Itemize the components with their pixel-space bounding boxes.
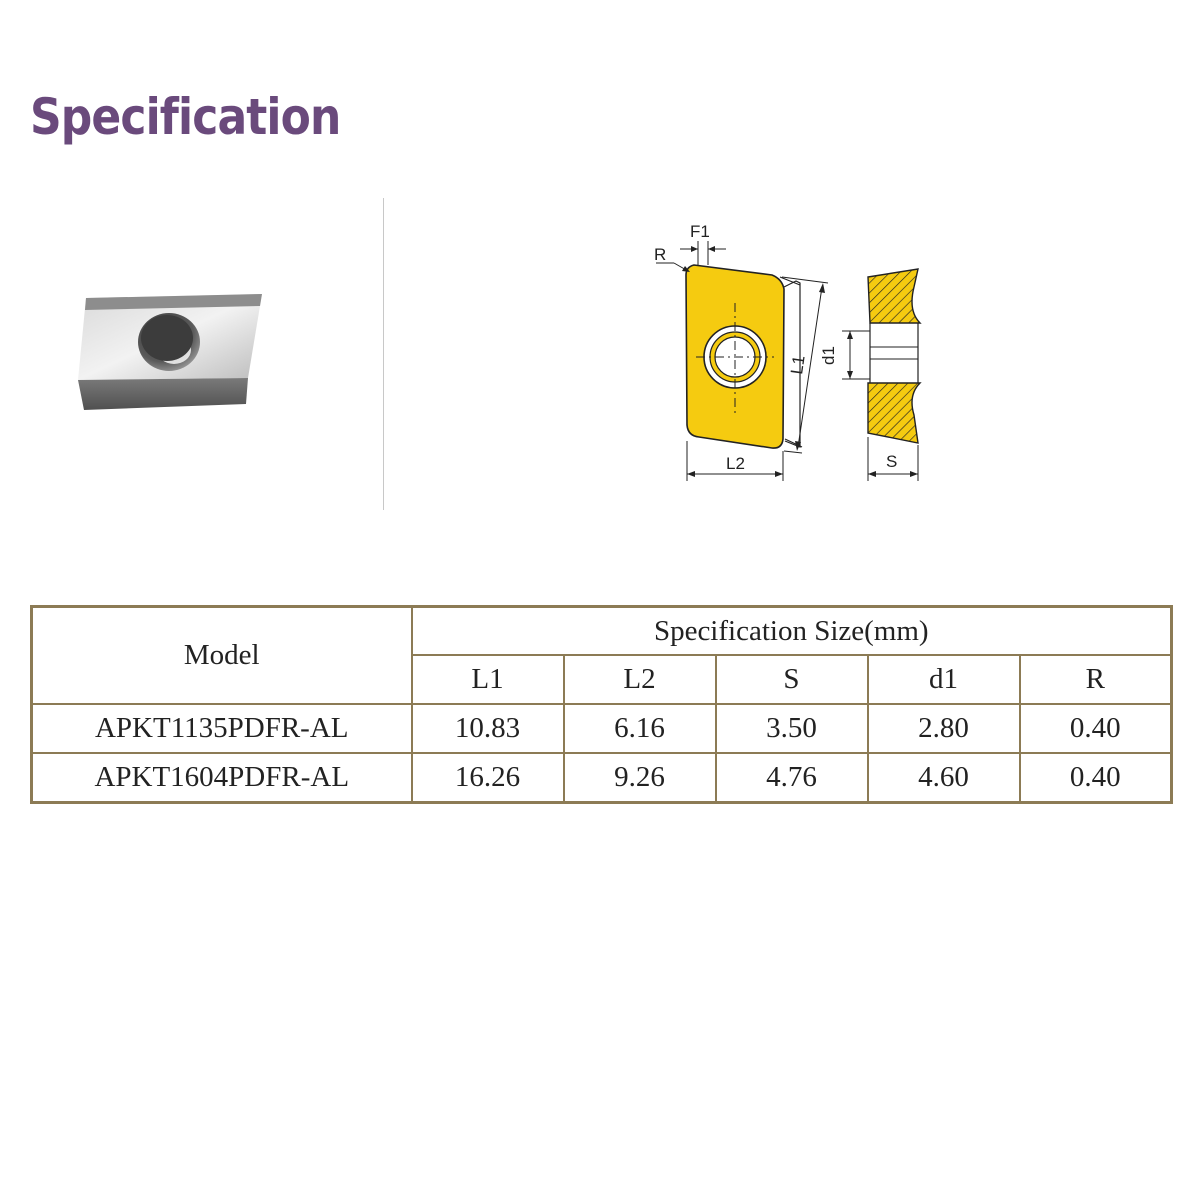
table-row <box>32 753 1172 803</box>
specification-table <box>30 605 1173 804</box>
l2-label: L2 <box>726 454 745 473</box>
value-cell: 0.40 <box>1020 753 1172 803</box>
specification-size-header: Specification Size(mm) <box>412 607 1172 656</box>
value-cell: 9.26 <box>564 753 716 803</box>
model-header: Model <box>32 607 412 705</box>
value-cell: 10.83 <box>412 704 564 753</box>
section-lower <box>868 383 920 443</box>
value-cell: 0.40 <box>1020 704 1172 753</box>
model-cell: APKT1135PDFR-AL <box>32 704 412 753</box>
column-header-l1: L1 <box>412 655 564 704</box>
value-cell: 2.80 <box>868 704 1020 753</box>
column-header-s: S <box>716 655 868 704</box>
insert-photo <box>70 280 270 420</box>
column-header-l2: L2 <box>564 655 716 704</box>
value-cell: 3.50 <box>716 704 868 753</box>
table-row <box>32 704 1172 753</box>
f1-label: F1 <box>690 222 710 241</box>
table-header-row <box>32 607 1172 656</box>
value-cell: 6.16 <box>564 704 716 753</box>
section-upper <box>868 269 920 323</box>
d1-label: d1 <box>819 346 838 365</box>
r-label: R <box>654 245 667 264</box>
model-cell: APKT1604PDFR-AL <box>32 753 412 803</box>
l1-label: L1 <box>787 354 809 376</box>
page-title: Specification <box>30 88 341 146</box>
column-header-r: R <box>1020 655 1172 704</box>
insert-technical-drawing <box>630 215 950 495</box>
value-cell: 16.26 <box>412 753 564 803</box>
value-cell: 4.76 <box>716 753 868 803</box>
vertical-divider <box>383 198 384 510</box>
column-header-d1: d1 <box>868 655 1020 704</box>
s-label: S <box>886 452 898 471</box>
value-cell: 4.60 <box>868 753 1020 803</box>
